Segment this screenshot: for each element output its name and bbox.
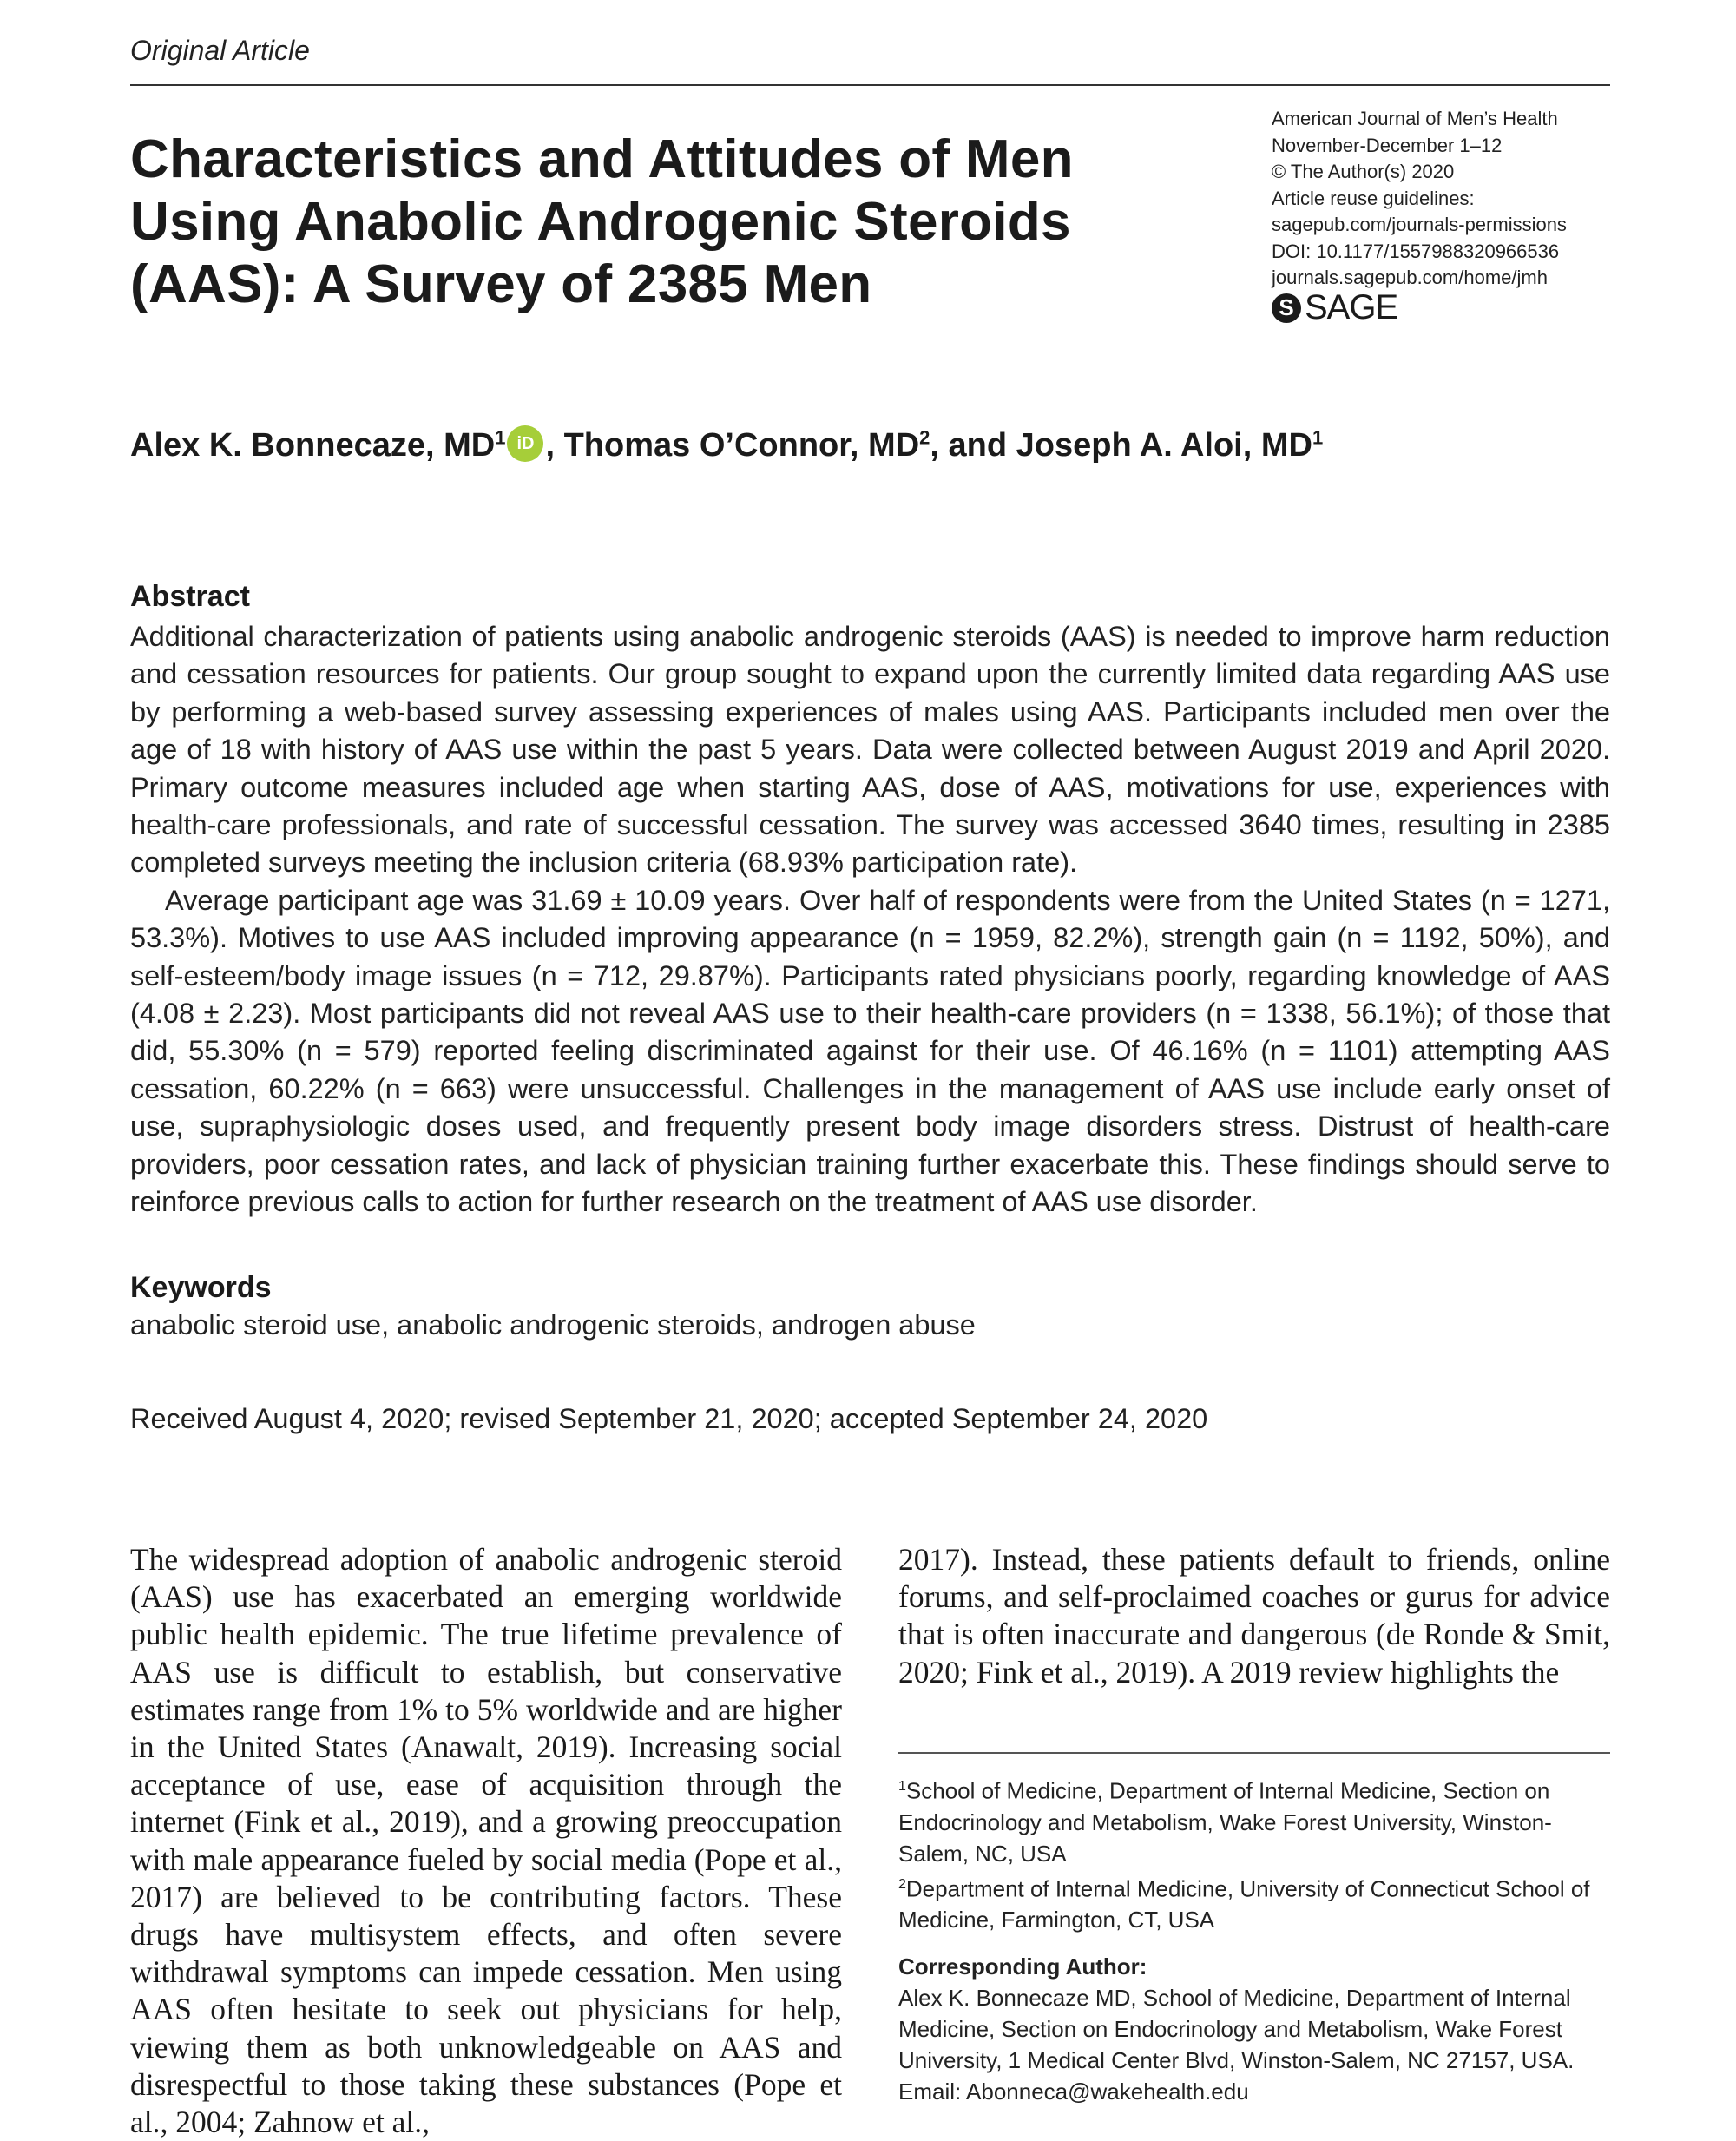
journal-info xyxy=(1272,106,1636,327)
author-name: Alex K. Bonnecaze, MD xyxy=(130,427,496,464)
doi[interactable]: DOI: 10.1177/1557988320966536 xyxy=(1272,240,1560,262)
keywords-list: anabolic steroid use, anabolic androgenic steroids, androgen abuse xyxy=(130,1309,976,1341)
sage-logo xyxy=(1272,288,1636,327)
keywords-heading: Keywords xyxy=(130,1271,272,1304)
abstract-paragraph: Additional characterization of patients using anabolic androgenic steroids (AAS) is needed to improve harm reduction and cessation resources for patients. Our group sought to expand upon the currently limited data regarding AAS use by performing a web-based survey assessing experiences of males using AAS. Participants included men over the age of 18 with history of AAS use within the past 5 years. Data were collected between August 2019 and April 2020. Primary outcome measures included age when starting AAS, dose of AAS, motivations for use, experiences with health-care professionals, and rate of successful cessation. The survey was accessed 3640 times, resulting in 2385 completed surveys meeting the inclusion criteria (68.93% participation rate). xyxy=(130,621,1610,879)
footnotes xyxy=(898,1771,1610,2107)
abstract-body xyxy=(130,618,1610,1222)
reuse-label: Article reuse guidelines: xyxy=(1272,187,1475,209)
received-dates: Received August 4, 2020; revised September 21, 2020; accepted September 24, 2020 xyxy=(130,1403,1208,1434)
journal-link[interactable]: journals.sagepub.com/home/jmh xyxy=(1272,267,1548,288)
affiliation-marker: 1 xyxy=(495,426,506,449)
abstract-heading: Abstract xyxy=(130,580,250,613)
header-divider xyxy=(130,84,1610,86)
author-name: , Thomas O’Connor, MD xyxy=(545,427,920,464)
affiliation-marker: 2 xyxy=(919,426,930,449)
article-type-label: Original Article xyxy=(130,35,310,66)
author-list xyxy=(130,425,1323,464)
body-column-right: 2017). Instead, these patients default to friends, online forums, and self-proclaimed coaches or gurus for advice that is often inaccurate and dangerous (de Ronde & Smit, 2020; Fink et al., 2019). A 2019 review highlights the xyxy=(898,1542,1610,1690)
affiliation-2: $^2$Department of Internal Medicine, University of Connecticut School of Medicine, Farmington, CT, USA xyxy=(898,1875,1590,1933)
copyright: © The Author(s) 2020 xyxy=(1272,161,1455,182)
affiliation-1: $^1$School of Medicine, Department of Internal Medicine, Section on Endocrinology and Metabolism, Wake Forest University, Winston-Salem, NC, USA xyxy=(898,1777,1552,1867)
orcid-icon[interactable]: iD xyxy=(507,425,543,462)
abstract-paragraph: Average participant age was 31.69 ± 10.09 years. Over half of respondents were from the United States (n = 1271, 53.3%). Motives to use AAS included improving appearance (n = 1959, 82.2%), strength gain (n = 1192, 50%), and self-esteem/body image issues (n = 712, 29.87%). Participants rated physicians poorly, regarding knowledge of AAS (4.08 ± 2.23). Most participants did not reveal AAS use to their health-care providers (n = 1338, 56.1%); of those that did, 55.30% (n = 579) reported feeling discriminated against for their use. Of 46.16% (n = 1101) attempting AAS cessation, 60.22% (n = 663) were unsuccessful. Challenges in the management of AAS use include early onset of use, supraphysiologic doses used, and frequently present body image disorders stress. Distrust of health-care providers, poor cessation rates, and lack of physician training further exacerbate this. These findings should serve to reinforce previous calls to action for further research on the treatment of AAS use disorder. xyxy=(130,884,1610,1218)
corresponding-author-details: Alex K. Bonnecaze MD, School of Medicine, Department of Internal Medicine, Section on Endocrinology and Metabolism, Wake Forest University, 1 Medical Center Blvd, Winston-Salem, NC 27157, USA. xyxy=(898,1985,1575,2074)
affiliation-marker: 2 xyxy=(898,1876,906,1892)
affiliation-marker: 1 xyxy=(898,1779,906,1794)
author-name: , and Joseph A. Aloi, MD xyxy=(930,427,1312,464)
journal-issue: November-December 1–12 xyxy=(1272,134,1503,156)
sage-wordmark: SAGE xyxy=(1305,288,1398,327)
reuse-link[interactable]: sagepub.com/journals-permissions xyxy=(1272,214,1567,235)
journal-name: American Journal of Men’s Health xyxy=(1272,108,1558,129)
sage-s-icon: S xyxy=(1272,293,1301,323)
article-title: Characteristics and Attitudes of Men Using Anabolic Androgenic Steroids (AAS): A Survey of 2385 Men xyxy=(130,129,1074,314)
corresponding-author-heading: Corresponding Author: xyxy=(898,1953,1147,1980)
corresponding-author-email[interactable]: Email: Abonneca@wakehealth.edu xyxy=(898,2078,1249,2105)
body-column-left: The widespread adoption of anabolic androgenic steroid (AAS) use has exacerbated an emerging worldwide public health epidemic. The true lifetime prevalence of AAS use is difficult to establish, but conservative estimates range from 1% to 5% worldwide and are higher in the United States (Anawalt, 2019). Increasing social acceptance of use, ease of acquisition through the internet (Fink et al., 2019), and a growing preoccupation with male appearance fueled by social media (Pope et al., 2017) are believed to be contributing factors. These drugs have multisystem effects, and often severe withdrawal symptoms can impede cessation. Men using AAS often hesitate to seek out physicians for help, viewing them as both unknowledgeable on AAS and disrespectful to those taking these substances (Pope et al., 2004; Zahnow et al., xyxy=(130,1542,842,2140)
footnote-divider xyxy=(898,1752,1610,1754)
affiliation-marker: 1 xyxy=(1312,426,1324,449)
